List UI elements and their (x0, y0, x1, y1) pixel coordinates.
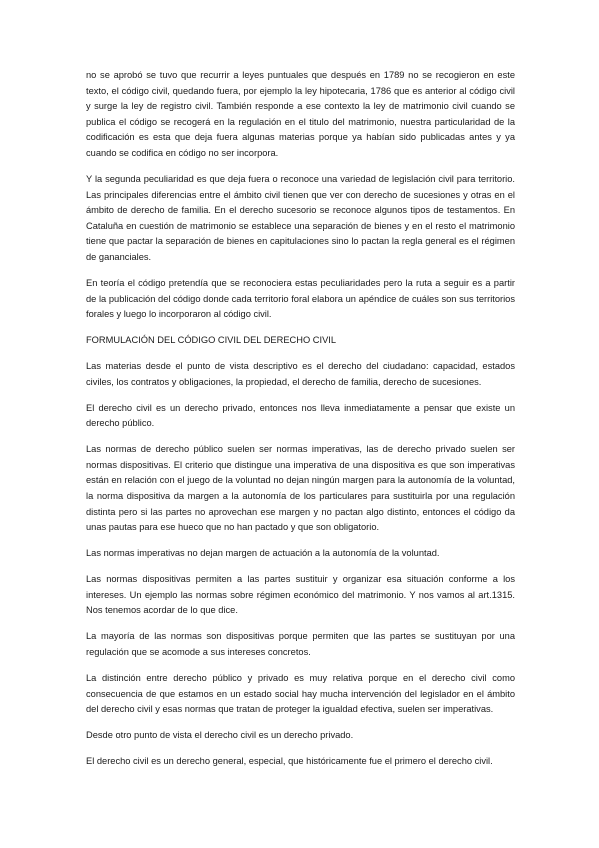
paragraph-norm-types: Las normas de derecho público suelen ser normas imperativas, las de derecho privado suelen ser normas dispositivas. El criterio que distingue una imperativa de una dispositiva es que son imperativas están en relación con el juego de la voluntad no dejan ningún margen para la autonomía de la voluntad, la norma dispositiva da margen a la autonomía de los particulares para sustituirla por una regulación distinta pero si las partes no aprovechan ese margen y no pactan algo distinto, entonces el código da unas pautas para ese hueco que no han pactado y que son obligatorio. (86, 444, 515, 533)
paragraph-majority-dispositive: La mayoría de las normas son dispositivas porque permiten que las partes se sustituyan por una regulación que se acomode a sus intereses concretos. (86, 631, 515, 657)
paragraph-dispositive-norms: Las normas dispositivas permiten a las partes sustituir y organizar esa situación conforme a los intereses. Un ejemplo las normas sobre régimen económico del matrimonio. Y nos vamos al art.1315. Nos tenemos acordar de lo que dice. (86, 574, 515, 616)
paragraph-imperative-norms: Las normas imperativas no dejan margen de actuación a la autonomía de la voluntad. (86, 548, 440, 559)
paragraph-second-peculiarity: Y la segunda peculiaridad es que deja fuera o reconoce una variedad de legislación civil para territorio. Las principales diferencias entre el ámbito civil tienen que ver con derecho de sucesiones y otras en el ámbito de derecho de familia. En el derecho sucesorio se reconoce algunos tipos de testamentos. En Cataluña en cuestión de matrimonio se establece una separación de bienes y en el resto el matrimonio tiene que pactar la separación de bienes en capitulaciones sino lo pactan la regla general es el régimen de gananciales. (86, 173, 515, 262)
paragraph-subject-matters: Las materias desde el punto de vista descriptivo es el derecho del ciudadano: capacidad, estados civiles, los contratos y obligaciones, la propiedad, el derecho de familia, derecho de sucesiones. (86, 361, 515, 387)
paragraph-private-law: El derecho civil es un derecho privado, entonces nos lleva inmediatamente a pensar que existe un derecho público. (86, 402, 515, 429)
paragraph-general-law: El derecho civil es un derecho general, especial, que históricamente fue el primero el derecho civil. (86, 756, 493, 767)
paragraph-private-law-viewpoint: Desde otro punto de vista el derecho civil es un derecho privado. (86, 730, 354, 741)
paragraph-public-private-distinction: La distinción entre derecho público y privado es muy relativa porque en el derecho civil como consecuencia de que estamos en un estado social hay mucha intervención del legislador en el ámbito del derecho civil y esas normas que tratan de proteger la igualdad efectiva, suelen ser imperativas. (86, 672, 515, 715)
paragraph-foral-appendix: En teoría el código pretendía que se reconociera estas peculiaridades pero la ruta a seguir es a partir de la publicación del código donde cada territorio foral elabora un apéndice de cuáles son sus territorios forales y luego lo incorporaron al código civil. (86, 277, 515, 320)
paragraph-codification-history: no se aprobó se tuvo que recurrir a leyes puntuales que después en 1789 no se recogieron en este texto, el código civil, quedando fuera, por ejemplo la ley hipotecaria, 1786 que es anterior al código civil y surge la ley de registro civil. También responde a ese contexto la ley de matrimonio civil cuando se publica el código se recogerá en la regulación en el titulo del matrimonio, nuestra particularidad de la codificación es esta que deja fuera algunas materias porque ya habían sido publicadas antes y ya cuando se codifica en código no ser incorpora. (86, 70, 515, 158)
document-page (86, 68, 515, 780)
section-heading: FORMULACIÓN DEL CÓDIGO CIVIL DEL DERECHO CIVIL (86, 335, 337, 346)
